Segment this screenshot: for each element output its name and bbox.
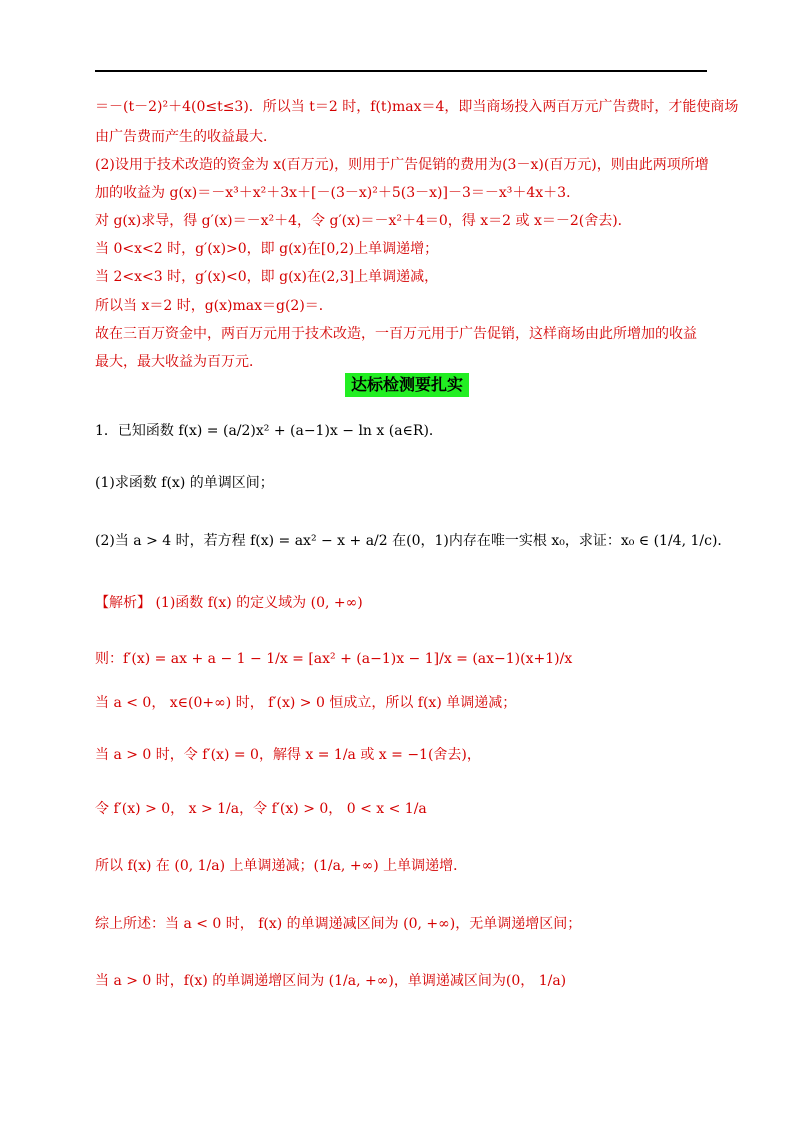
problem-part-2: (2)当 a > 4 时，若方程 f(x) = ax² − x + a/2 在(0，1)内存在唯一实根 x₀，求证：x₀ ∈ (1/4, 1/c)． xyxy=(95,533,732,549)
solution-line-3: (2)设用于技术改造的资金为 x(百万元)，则用于广告促销的费用为(3－x)(百万元)，则由此两项所增 xyxy=(95,157,709,173)
analysis-line-2: 则：f′(x) = ax + a − 1 − 1/x = [ax² + (a−1)x − 1]/x = (ax−1)(x+1)/x xyxy=(95,651,573,667)
solution-line-10: 最大，最大收益为百万元． xyxy=(95,354,263,370)
solution-line-9: 故在三百万资金中，两百万元用于技术改造，一百万元用于广告促销，这样商场由此所增加的收益 xyxy=(95,326,697,342)
analysis-line-4: 当 a > 0 时，令 f′(x) = 0，解得 x = 1/a 或 x = −1(舍去)， xyxy=(95,747,481,763)
solution-line-7: 当 2<x<3 时，g′(x)<0，即 g(x)在(2,3]上单调递减， xyxy=(95,269,439,285)
analysis-line-1: 【解析】 (1)函数 f(x) 的定义域为 (0, +∞) xyxy=(95,595,363,611)
problem-part-1: (1)求函数 f(x) 的单调区间； xyxy=(95,475,274,491)
analysis-line-8: 当 a > 0 时，f(x) 的单调递增区间为 (1/a, +∞)，单调递减区间为(0， 1/a) xyxy=(95,973,567,989)
header-rule xyxy=(95,70,707,72)
analysis-line-6: 所以 f(x) 在 (0, 1/a) 上单调递减；(1/a, +∞) 上单调递增． xyxy=(95,858,468,874)
solution-line-8: 所以当 x＝2 时，g(x)max＝g(2)＝． xyxy=(95,298,333,314)
analysis-line-3: 当 a < 0， x∈(0+∞) 时， f′(x) > 0 恒成立，所以 f(x) 单调递减； xyxy=(95,695,517,711)
solution-line-1: ＝－(t－2)²＋4(0≤t≤3)．所以当 t＝2 时，f(t)max＝4，即当商场投入两百万元广告费时，才能使商场 xyxy=(95,99,739,115)
analysis-line-5: 令 f′(x) > 0， x > 1/a，令 f′(x) > 0， 0 < x < 1/a xyxy=(95,801,427,817)
solution-line-6: 当 0<x<2 时，g′(x)>0，即 g(x)在[0,2)上单调递增； xyxy=(95,241,439,257)
solution-line-5: 对 g(x)求导，得 g′(x)＝－x²＋4，令 g′(x)＝－x²＋4＝0，得 x＝2 或 x＝－2(舍去)． xyxy=(95,213,632,229)
section-title: 达标检测要扎实 xyxy=(345,373,469,397)
analysis-line-7: 综上所述：当 a < 0 时， f(x) 的单调递减区间为 (0, +∞)，无单调递增区间； xyxy=(95,916,582,932)
solution-line-4: 加的收益为 g(x)＝－x³＋x²＋3x＋[－(3－x)²＋5(3－x)]－3＝－x³＋4x＋3． xyxy=(95,185,581,201)
solution-line-2: 由广告费而产生的收益最大． xyxy=(95,129,277,145)
problem-statement: 1．已知函数 f(x) = (a/2)x² + (a−1)x − ln x (a∈R)． xyxy=(95,423,443,439)
